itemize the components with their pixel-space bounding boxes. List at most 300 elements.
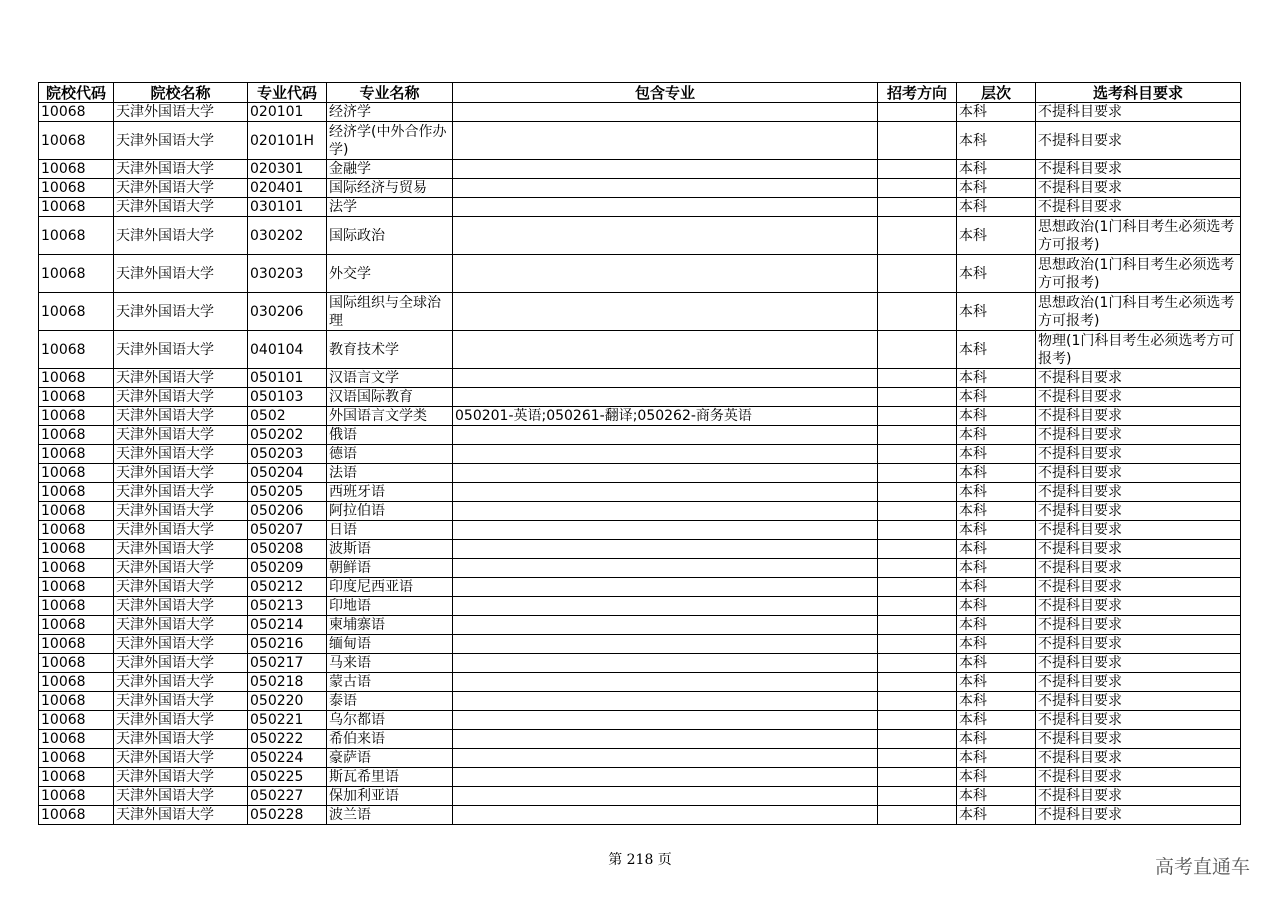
cell-direction — [878, 768, 957, 787]
cell-direction — [878, 806, 957, 825]
cell-school-name: 天津外国语大学 — [114, 806, 248, 825]
cell-direction — [878, 502, 957, 521]
cell-major-code: 050213 — [248, 597, 327, 616]
cell-included-majors — [453, 768, 878, 787]
cell-school-name: 天津外国语大学 — [114, 179, 248, 198]
table-row — [39, 445, 1241, 464]
cell-direction — [878, 103, 957, 122]
cell-major-name: 蒙古语 — [327, 673, 453, 692]
table-header-row — [39, 83, 1241, 103]
cell-school-name: 天津外国语大学 — [114, 692, 248, 711]
cell-major-code: 050228 — [248, 806, 327, 825]
cell-major-code: 050203 — [248, 445, 327, 464]
cell-school-code: 10068 — [39, 559, 114, 578]
cell-direction — [878, 597, 957, 616]
table-row — [39, 806, 1241, 825]
table-row — [39, 122, 1241, 160]
table-row — [39, 616, 1241, 635]
cell-school-name: 天津外国语大学 — [114, 255, 248, 293]
cell-subject-requirement: 不提科目要求 — [1036, 103, 1241, 122]
cell-school-name: 天津外国语大学 — [114, 388, 248, 407]
cell-school-name: 天津外国语大学 — [114, 331, 248, 369]
cell-included-majors — [453, 426, 878, 445]
table-row — [39, 540, 1241, 559]
cell-major-code: 050220 — [248, 692, 327, 711]
cell-level: 本科 — [957, 122, 1036, 160]
cell-school-name: 天津外国语大学 — [114, 445, 248, 464]
cell-school-code: 10068 — [39, 464, 114, 483]
cell-level: 本科 — [957, 521, 1036, 540]
cell-major-name: 经济学 — [327, 103, 453, 122]
cell-direction — [878, 749, 957, 768]
table-row — [39, 103, 1241, 122]
cell-major-name: 法学 — [327, 198, 453, 217]
table-row — [39, 559, 1241, 578]
header-subject-requirement: 选考科目要求 — [1036, 83, 1241, 103]
cell-school-name: 天津外国语大学 — [114, 217, 248, 255]
cell-major-code: 050103 — [248, 388, 327, 407]
cell-level: 本科 — [957, 255, 1036, 293]
cell-subject-requirement: 不提科目要求 — [1036, 464, 1241, 483]
cell-direction — [878, 578, 957, 597]
cell-school-code: 10068 — [39, 255, 114, 293]
cell-school-name: 天津外国语大学 — [114, 635, 248, 654]
cell-included-majors — [453, 255, 878, 293]
cell-included-majors — [453, 331, 878, 369]
cell-school-name: 天津外国语大学 — [114, 483, 248, 502]
cell-subject-requirement: 不提科目要求 — [1036, 597, 1241, 616]
cell-direction — [878, 616, 957, 635]
cell-major-code: 030101 — [248, 198, 327, 217]
cell-school-code: 10068 — [39, 730, 114, 749]
cell-major-code: 0502 — [248, 407, 327, 426]
cell-subject-requirement: 不提科目要求 — [1036, 749, 1241, 768]
cell-level: 本科 — [957, 692, 1036, 711]
cell-included-majors — [453, 635, 878, 654]
cell-direction — [878, 331, 957, 369]
cell-major-name: 外国语言文学类 — [327, 407, 453, 426]
cell-school-name: 天津外国语大学 — [114, 616, 248, 635]
cell-major-name: 法语 — [327, 464, 453, 483]
cell-major-name: 斯瓦希里语 — [327, 768, 453, 787]
table-row — [39, 464, 1241, 483]
cell-major-code: 050205 — [248, 483, 327, 502]
cell-school-code: 10068 — [39, 217, 114, 255]
cell-major-code: 050216 — [248, 635, 327, 654]
cell-major-name: 印地语 — [327, 597, 453, 616]
cell-school-code: 10068 — [39, 654, 114, 673]
cell-school-name: 天津外国语大学 — [114, 654, 248, 673]
table-row — [39, 255, 1241, 293]
header-school-code: 院校代码 — [39, 83, 114, 103]
cell-school-code: 10068 — [39, 616, 114, 635]
cell-subject-requirement: 不提科目要求 — [1036, 787, 1241, 806]
cell-major-name: 汉语言文学 — [327, 369, 453, 388]
cell-school-code: 10068 — [39, 787, 114, 806]
cell-major-name: 俄语 — [327, 426, 453, 445]
cell-school-name: 天津外国语大学 — [114, 787, 248, 806]
cell-included-majors — [453, 654, 878, 673]
cell-direction — [878, 464, 957, 483]
table-row — [39, 521, 1241, 540]
cell-major-name: 国际政治 — [327, 217, 453, 255]
cell-major-name: 泰语 — [327, 692, 453, 711]
table-row — [39, 217, 1241, 255]
cell-major-name: 教育技术学 — [327, 331, 453, 369]
cell-major-code: 020101 — [248, 103, 327, 122]
cell-direction — [878, 787, 957, 806]
cell-school-name: 天津外国语大学 — [114, 578, 248, 597]
cell-school-name: 天津外国语大学 — [114, 160, 248, 179]
cell-level: 本科 — [957, 483, 1036, 502]
admission-requirements-table — [38, 82, 1241, 825]
cell-school-code: 10068 — [39, 179, 114, 198]
table-row — [39, 160, 1241, 179]
cell-level: 本科 — [957, 217, 1036, 255]
cell-school-name: 天津外国语大学 — [114, 597, 248, 616]
cell-school-code: 10068 — [39, 502, 114, 521]
cell-major-code: 050101 — [248, 369, 327, 388]
table-row — [39, 578, 1241, 597]
cell-level: 本科 — [957, 540, 1036, 559]
cell-major-code: 050218 — [248, 673, 327, 692]
cell-direction — [878, 255, 957, 293]
cell-subject-requirement: 思想政治(1门科目考生必须选考方可报考) — [1036, 217, 1241, 255]
cell-included-majors — [453, 160, 878, 179]
cell-school-code: 10068 — [39, 578, 114, 597]
cell-direction — [878, 654, 957, 673]
cell-included-majors — [453, 540, 878, 559]
cell-included-majors — [453, 806, 878, 825]
cell-level: 本科 — [957, 179, 1036, 198]
cell-major-name: 德语 — [327, 445, 453, 464]
cell-major-code: 030203 — [248, 255, 327, 293]
cell-subject-requirement: 不提科目要求 — [1036, 198, 1241, 217]
cell-major-code: 050212 — [248, 578, 327, 597]
cell-level: 本科 — [957, 616, 1036, 635]
cell-major-code: 030206 — [248, 293, 327, 331]
table-row — [39, 331, 1241, 369]
cell-included-majors — [453, 673, 878, 692]
cell-level: 本科 — [957, 293, 1036, 331]
cell-level: 本科 — [957, 730, 1036, 749]
cell-major-name: 金融学 — [327, 160, 453, 179]
cell-school-code: 10068 — [39, 692, 114, 711]
cell-major-name: 汉语国际教育 — [327, 388, 453, 407]
cell-school-code: 10068 — [39, 483, 114, 502]
cell-direction — [878, 407, 957, 426]
header-level: 层次 — [957, 83, 1036, 103]
cell-major-name: 阿拉伯语 — [327, 502, 453, 521]
cell-school-code: 10068 — [39, 635, 114, 654]
cell-level: 本科 — [957, 445, 1036, 464]
cell-school-name: 天津外国语大学 — [114, 369, 248, 388]
cell-included-majors — [453, 122, 878, 160]
cell-included-majors — [453, 749, 878, 768]
cell-direction — [878, 388, 957, 407]
cell-school-name: 天津外国语大学 — [114, 673, 248, 692]
cell-direction — [878, 217, 957, 255]
cell-major-code: 020401 — [248, 179, 327, 198]
cell-level: 本科 — [957, 711, 1036, 730]
cell-subject-requirement: 不提科目要求 — [1036, 654, 1241, 673]
cell-major-name: 印度尼西亚语 — [327, 578, 453, 597]
cell-school-name: 天津外国语大学 — [114, 749, 248, 768]
cell-subject-requirement: 不提科目要求 — [1036, 711, 1241, 730]
cell-major-code: 050204 — [248, 464, 327, 483]
cell-subject-requirement: 不提科目要求 — [1036, 578, 1241, 597]
cell-school-code: 10068 — [39, 521, 114, 540]
cell-level: 本科 — [957, 103, 1036, 122]
cell-included-majors — [453, 103, 878, 122]
cell-included-majors — [453, 692, 878, 711]
cell-included-majors: 050201-英语;050261-翻译;050262-商务英语 — [453, 407, 878, 426]
cell-direction — [878, 559, 957, 578]
cell-included-majors — [453, 616, 878, 635]
table-row — [39, 179, 1241, 198]
cell-school-code: 10068 — [39, 331, 114, 369]
cell-school-name: 天津外国语大学 — [114, 293, 248, 331]
header-school-name: 院校名称 — [114, 83, 248, 103]
cell-included-majors — [453, 730, 878, 749]
cell-major-name: 乌尔都语 — [327, 711, 453, 730]
cell-major-name: 柬埔寨语 — [327, 616, 453, 635]
cell-direction — [878, 198, 957, 217]
cell-direction — [878, 445, 957, 464]
cell-level: 本科 — [957, 806, 1036, 825]
cell-subject-requirement: 思想政治(1门科目考生必须选考方可报考) — [1036, 293, 1241, 331]
cell-school-name: 天津外国语大学 — [114, 521, 248, 540]
cell-subject-requirement: 不提科目要求 — [1036, 692, 1241, 711]
table-row — [39, 597, 1241, 616]
header-direction: 招考方向 — [878, 83, 957, 103]
cell-direction — [878, 521, 957, 540]
cell-major-code: 030202 — [248, 217, 327, 255]
cell-included-majors — [453, 559, 878, 578]
cell-direction — [878, 179, 957, 198]
cell-school-code: 10068 — [39, 749, 114, 768]
cell-direction — [878, 160, 957, 179]
cell-level: 本科 — [957, 749, 1036, 768]
cell-subject-requirement: 不提科目要求 — [1036, 407, 1241, 426]
cell-subject-requirement: 物理(1门科目考生必须选考方可报考) — [1036, 331, 1241, 369]
cell-included-majors — [453, 597, 878, 616]
cell-major-code: 050221 — [248, 711, 327, 730]
cell-level: 本科 — [957, 597, 1036, 616]
cell-school-name: 天津外国语大学 — [114, 464, 248, 483]
cell-direction — [878, 540, 957, 559]
cell-direction — [878, 673, 957, 692]
cell-subject-requirement: 思想政治(1门科目考生必须选考方可报考) — [1036, 255, 1241, 293]
cell-school-name: 天津外国语大学 — [114, 540, 248, 559]
table-row — [39, 654, 1241, 673]
cell-included-majors — [453, 179, 878, 198]
cell-school-name: 天津外国语大学 — [114, 559, 248, 578]
cell-level: 本科 — [957, 654, 1036, 673]
cell-included-majors — [453, 521, 878, 540]
table-body — [39, 103, 1241, 825]
table-row — [39, 483, 1241, 502]
cell-school-code: 10068 — [39, 407, 114, 426]
cell-school-name: 天津外国语大学 — [114, 407, 248, 426]
cell-level: 本科 — [957, 464, 1036, 483]
cell-major-code: 050225 — [248, 768, 327, 787]
cell-major-name: 外交学 — [327, 255, 453, 293]
table-row — [39, 730, 1241, 749]
table-row — [39, 787, 1241, 806]
table-row — [39, 407, 1241, 426]
table-row — [39, 768, 1241, 787]
cell-major-code: 050222 — [248, 730, 327, 749]
cell-school-code: 10068 — [39, 711, 114, 730]
cell-subject-requirement: 不提科目要求 — [1036, 559, 1241, 578]
cell-major-code: 050202 — [248, 426, 327, 445]
table-row — [39, 635, 1241, 654]
cell-school-code: 10068 — [39, 369, 114, 388]
cell-school-name: 天津外国语大学 — [114, 768, 248, 787]
table-row — [39, 369, 1241, 388]
cell-major-name: 马来语 — [327, 654, 453, 673]
cell-level: 本科 — [957, 559, 1036, 578]
cell-direction — [878, 635, 957, 654]
cell-included-majors — [453, 217, 878, 255]
cell-level: 本科 — [957, 426, 1036, 445]
cell-school-code: 10068 — [39, 768, 114, 787]
cell-level: 本科 — [957, 502, 1036, 521]
cell-school-code: 10068 — [39, 122, 114, 160]
cell-subject-requirement: 不提科目要求 — [1036, 179, 1241, 198]
cell-level: 本科 — [957, 160, 1036, 179]
cell-level: 本科 — [957, 369, 1036, 388]
cell-direction — [878, 369, 957, 388]
cell-school-code: 10068 — [39, 160, 114, 179]
cell-major-code: 020101H — [248, 122, 327, 160]
cell-included-majors — [453, 293, 878, 331]
cell-included-majors — [453, 464, 878, 483]
cell-major-code: 050224 — [248, 749, 327, 768]
cell-subject-requirement: 不提科目要求 — [1036, 673, 1241, 692]
cell-included-majors — [453, 578, 878, 597]
cell-level: 本科 — [957, 635, 1036, 654]
cell-major-code: 050214 — [248, 616, 327, 635]
cell-included-majors — [453, 483, 878, 502]
cell-school-code: 10068 — [39, 597, 114, 616]
cell-subject-requirement: 不提科目要求 — [1036, 426, 1241, 445]
cell-included-majors — [453, 388, 878, 407]
cell-school-code: 10068 — [39, 198, 114, 217]
cell-subject-requirement: 不提科目要求 — [1036, 502, 1241, 521]
cell-direction — [878, 426, 957, 445]
cell-subject-requirement: 不提科目要求 — [1036, 388, 1241, 407]
cell-subject-requirement: 不提科目要求 — [1036, 730, 1241, 749]
cell-major-name: 保加利亚语 — [327, 787, 453, 806]
cell-subject-requirement: 不提科目要求 — [1036, 160, 1241, 179]
cell-school-code: 10068 — [39, 426, 114, 445]
cell-subject-requirement: 不提科目要求 — [1036, 483, 1241, 502]
table-row — [39, 749, 1241, 768]
cell-included-majors — [453, 711, 878, 730]
cell-level: 本科 — [957, 787, 1036, 806]
cell-subject-requirement: 不提科目要求 — [1036, 122, 1241, 160]
cell-school-name: 天津外国语大学 — [114, 730, 248, 749]
cell-subject-requirement: 不提科目要求 — [1036, 369, 1241, 388]
cell-major-code: 050209 — [248, 559, 327, 578]
cell-direction — [878, 122, 957, 160]
cell-major-name: 日语 — [327, 521, 453, 540]
cell-direction — [878, 711, 957, 730]
header-included-majors: 包含专业 — [453, 83, 878, 103]
cell-major-code: 050217 — [248, 654, 327, 673]
cell-included-majors — [453, 198, 878, 217]
cell-major-name: 波斯语 — [327, 540, 453, 559]
cell-level: 本科 — [957, 768, 1036, 787]
header-major-name: 专业名称 — [327, 83, 453, 103]
cell-major-code: 040104 — [248, 331, 327, 369]
cell-subject-requirement: 不提科目要求 — [1036, 806, 1241, 825]
table-row — [39, 502, 1241, 521]
table-row — [39, 673, 1241, 692]
cell-major-name: 西班牙语 — [327, 483, 453, 502]
table-row — [39, 692, 1241, 711]
cell-school-code: 10068 — [39, 103, 114, 122]
cell-school-name: 天津外国语大学 — [114, 711, 248, 730]
cell-major-name: 缅甸语 — [327, 635, 453, 654]
cell-school-code: 10068 — [39, 293, 114, 331]
table-row — [39, 711, 1241, 730]
cell-school-name: 天津外国语大学 — [114, 502, 248, 521]
table-row — [39, 293, 1241, 331]
cell-level: 本科 — [957, 198, 1036, 217]
page-number: 第 218 页 — [608, 852, 672, 868]
cell-direction — [878, 730, 957, 749]
cell-subject-requirement: 不提科目要求 — [1036, 445, 1241, 464]
cell-school-name: 天津外国语大学 — [114, 426, 248, 445]
cell-direction — [878, 483, 957, 502]
cell-included-majors — [453, 445, 878, 464]
table-row — [39, 426, 1241, 445]
cell-school-code: 10068 — [39, 673, 114, 692]
cell-subject-requirement: 不提科目要求 — [1036, 521, 1241, 540]
cell-level: 本科 — [957, 388, 1036, 407]
cell-subject-requirement: 不提科目要求 — [1036, 540, 1241, 559]
cell-included-majors — [453, 369, 878, 388]
cell-subject-requirement: 不提科目要求 — [1036, 616, 1241, 635]
cell-level: 本科 — [957, 673, 1036, 692]
cell-school-code: 10068 — [39, 540, 114, 559]
cell-school-code: 10068 — [39, 806, 114, 825]
cell-level: 本科 — [957, 407, 1036, 426]
cell-major-code: 050207 — [248, 521, 327, 540]
cell-school-name: 天津外国语大学 — [114, 122, 248, 160]
cell-major-name: 豪萨语 — [327, 749, 453, 768]
cell-school-code: 10068 — [39, 388, 114, 407]
cell-major-name: 国际组织与全球治理 — [327, 293, 453, 331]
cell-subject-requirement: 不提科目要求 — [1036, 635, 1241, 654]
cell-major-name: 国际经济与贸易 — [327, 179, 453, 198]
table-row — [39, 198, 1241, 217]
cell-included-majors — [453, 787, 878, 806]
cell-included-majors — [453, 502, 878, 521]
cell-level: 本科 — [957, 331, 1036, 369]
cell-major-code: 050208 — [248, 540, 327, 559]
cell-school-name: 天津外国语大学 — [114, 198, 248, 217]
cell-school-name: 天津外国语大学 — [114, 103, 248, 122]
table-row — [39, 388, 1241, 407]
cell-subject-requirement: 不提科目要求 — [1036, 768, 1241, 787]
cell-major-code: 050206 — [248, 502, 327, 521]
cell-major-name: 朝鲜语 — [327, 559, 453, 578]
cell-major-name: 希伯来语 — [327, 730, 453, 749]
